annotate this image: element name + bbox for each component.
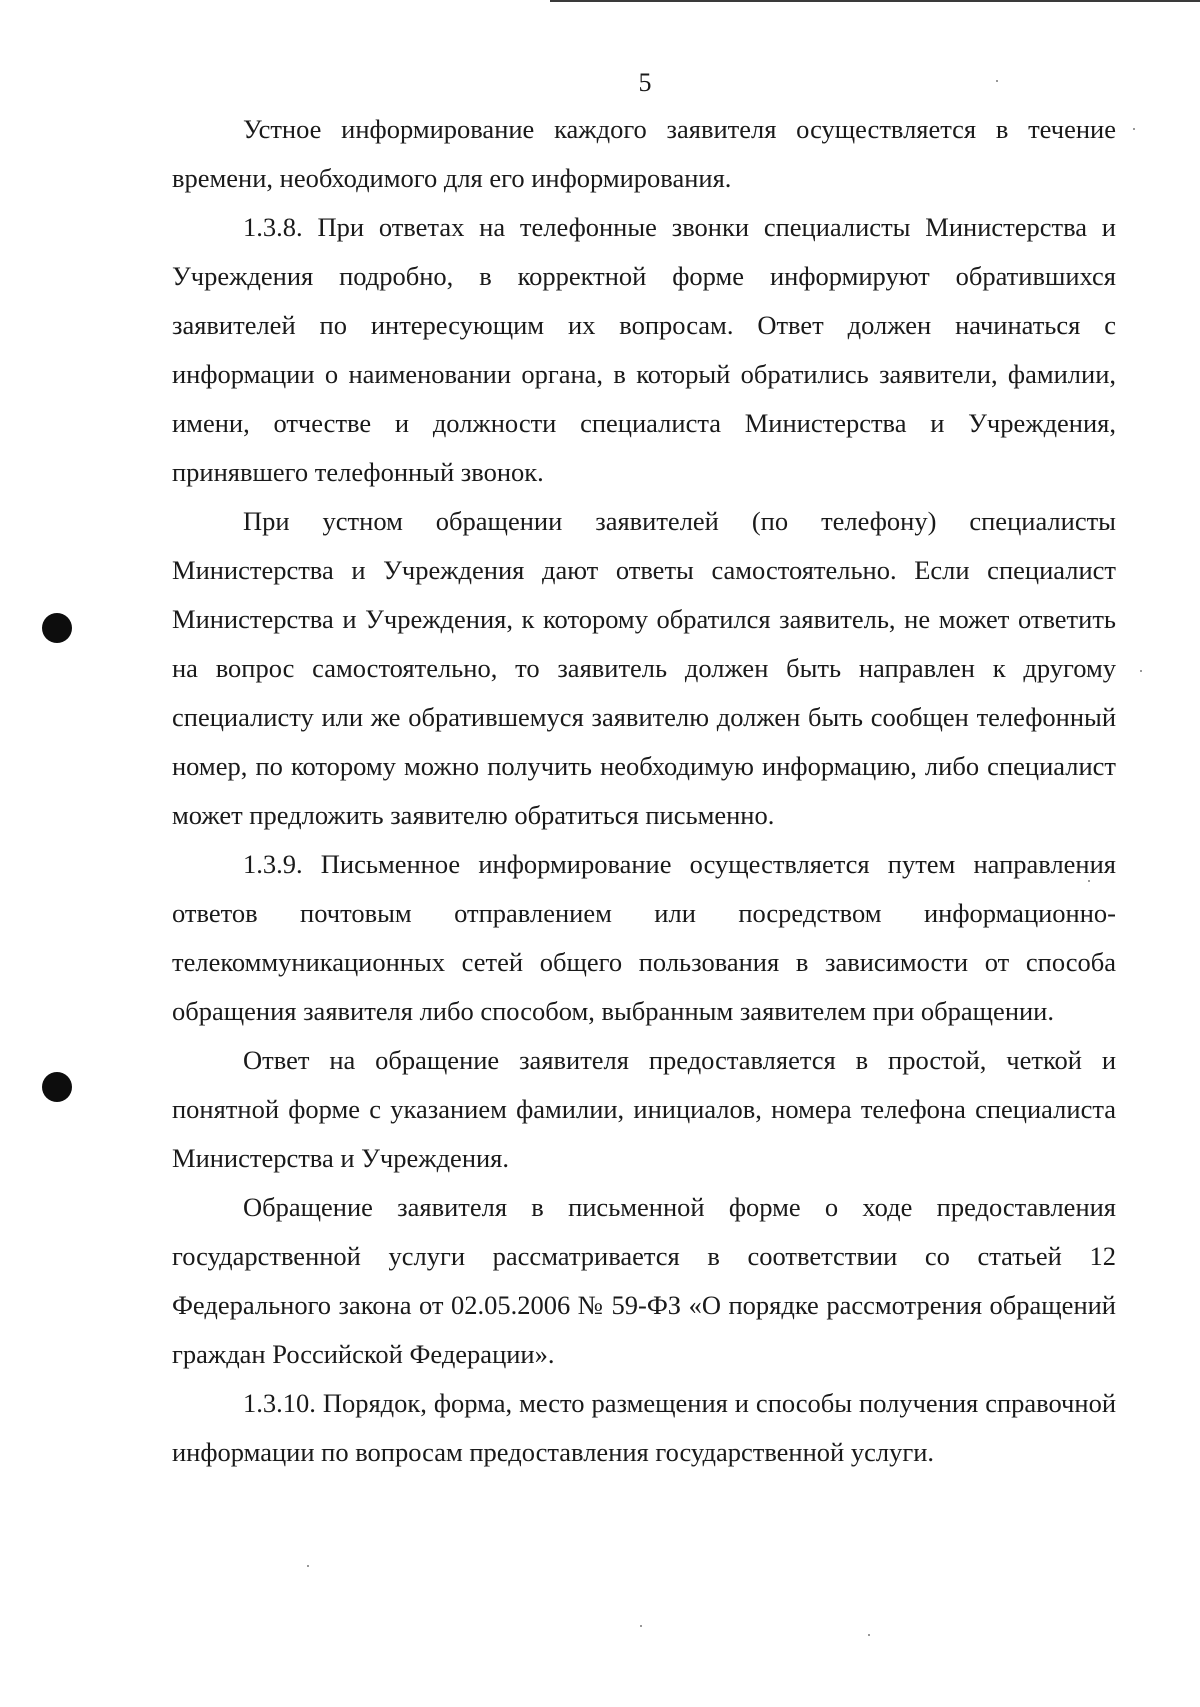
paragraph: Ответ на обращение заявителя предоставляется в простой, четкой и понятной форме с указанием фамилии, инициалов, номера телефона специалиста Министерства и Учреждения. xyxy=(172,1045,1116,1173)
top-edge-rule xyxy=(550,0,1200,2)
page-number: 5 xyxy=(638,68,652,97)
paragraph: 1.3.9. Письменное информирование осуществляется путем направления ответов почтовым отправлением или посредством информационно-телекоммуникационных сетей общего пользования в зависимости от способа обращения заявителя либо способом, выбранным заявителем при обращении. xyxy=(172,849,1116,1026)
punch-hole-mark xyxy=(42,1072,72,1102)
scan-speck xyxy=(1140,670,1142,672)
document-body xyxy=(172,105,1116,1477)
paragraph: Обращение заявителя в письменной форме о ходе предоставления государственной услуги рассматривается в соответствии со статьей 12 Федерального закона от 02.05.2006 № 59-ФЗ «О порядке рассмотрения обращений граждан Российской Федерации». xyxy=(172,1192,1116,1369)
scan-speck xyxy=(1133,128,1135,130)
paragraph: Устное информирование каждого заявителя осуществляется в течение времени, необходимого для его информирования. xyxy=(172,114,1116,193)
paragraph: При устном обращении заявителей (по телефону) специалисты Министерства и Учреждения дают ответы самостоятельно. Если специалист Министерства и Учреждения, к которому обратился заявитель, не может ответить на вопрос самостоятельно, то заявитель должен быть направлен к другому специалисту или же обратившемуся заявителю должен быть сообщен телефонный номер, по которому можно получить необходимую информацию, либо специалист может предложить заявителю обратиться письменно. xyxy=(172,506,1116,830)
paragraph: 1.3.10. Порядок, форма, место размещения и способы получения справочной информации по вопросам предоставления государственной услуги. xyxy=(172,1388,1116,1467)
scan-speck xyxy=(868,1634,870,1636)
scan-speck xyxy=(307,1565,309,1567)
punch-hole-mark xyxy=(42,613,72,643)
scan-speck xyxy=(996,80,998,82)
scan-speck xyxy=(640,1625,642,1627)
paragraph: 1.3.8. При ответах на телефонные звонки специалисты Министерства и Учреждения подробно, в корректной форме информируют обратившихся заявителей по интересующим их вопросам. Ответ должен начинаться с информации о наименовании органа, в который обратились заявители, фамилии, имени, отчестве и должности специалиста Министерства и Учреждения, принявшего телефонный звонок. xyxy=(172,212,1116,487)
